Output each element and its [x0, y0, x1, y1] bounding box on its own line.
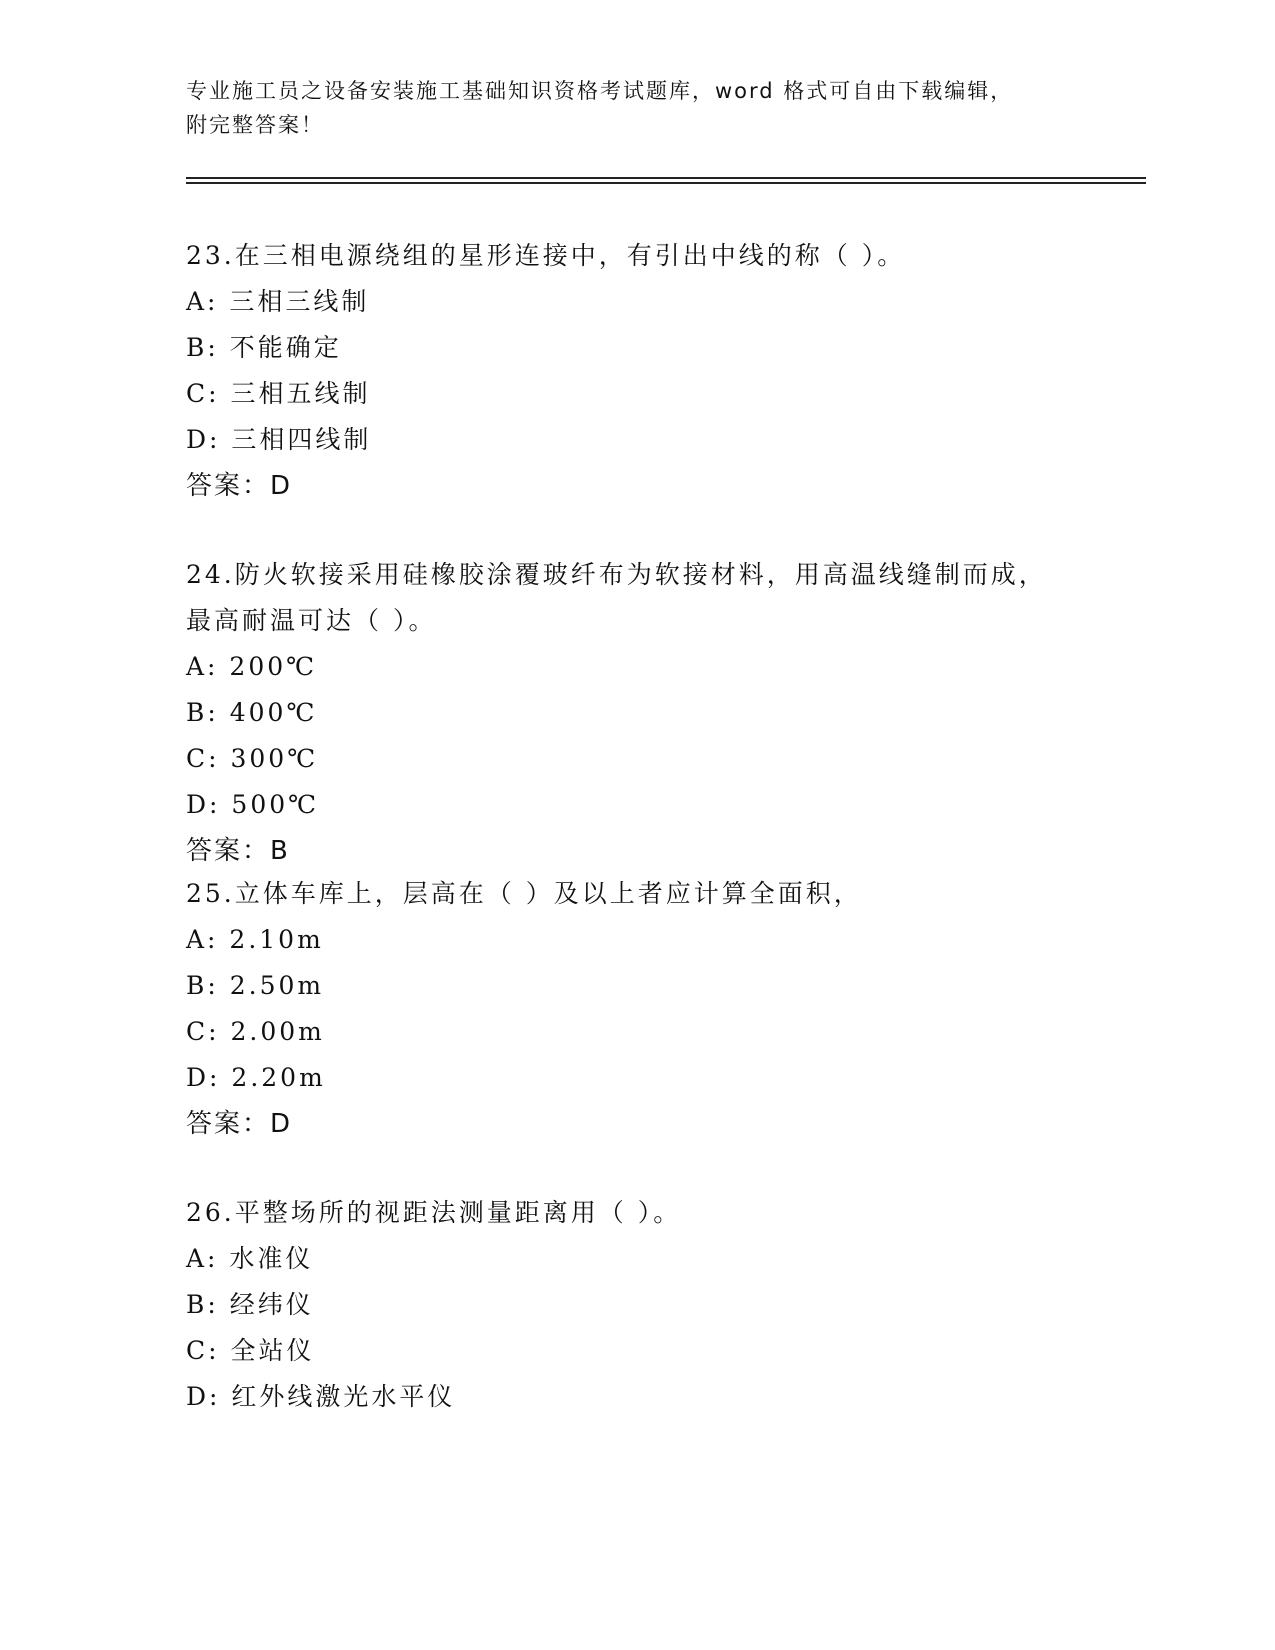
answer: 答案：D: [186, 1109, 293, 1139]
option-b: B: 不能确定: [186, 333, 342, 362]
option-d: D: 2.20m: [186, 1063, 326, 1092]
option-c: C: 2.00m: [186, 1017, 325, 1046]
header-line-1: 专业施工员之设备安装施工基础知识资格考试题库，word 格式可自由下载编辑，: [186, 79, 1014, 103]
option-a: A: 200℃: [186, 652, 318, 681]
header-divider-bottom: [186, 182, 1146, 184]
question-24: [186, 552, 1086, 874]
header-line-2: 附完整答案！: [186, 113, 324, 137]
document-header: [186, 74, 1066, 142]
question-26: [186, 1190, 1086, 1420]
option-c: C: 300℃: [186, 744, 319, 773]
option-c: C: 全站仪: [186, 1336, 315, 1365]
option-d: D: 三相四线制: [186, 425, 372, 454]
answer: 答案：D: [186, 471, 293, 501]
option-c: C: 三相五线制: [186, 379, 371, 408]
question-25: [186, 871, 1086, 1147]
header-divider-top: [186, 177, 1146, 179]
option-b: B: 400℃: [186, 698, 318, 727]
option-b: B: 经纬仪: [186, 1290, 314, 1319]
option-d: D: 红外线激光水平仪: [186, 1382, 456, 1411]
question-stem: 24.防火软接采用硅橡胶涂覆玻纤布为软接材料，用高温线缝制而成，: [186, 560, 1047, 589]
option-a: A: 水准仪: [186, 1244, 314, 1273]
question-stem: 23.在三相电源绕组的星形连接中，有引出中线的称（ ）。: [186, 241, 906, 270]
question-stem: 25.立体车库上，层高在（ ）及以上者应计算全面积，: [186, 879, 862, 908]
option-b: B: 2.50m: [186, 971, 325, 1000]
answer: 答案：B: [186, 836, 290, 866]
question-stem-continued: 最高耐温可达（ ）。: [186, 606, 437, 635]
option-d: D: 500℃: [186, 790, 320, 819]
option-a: A: 三相三线制: [186, 287, 370, 316]
question-stem: 26.平整场所的视距法测量距离用（ ）。: [186, 1198, 682, 1227]
question-23: [186, 233, 1086, 509]
option-a: A: 2.10m: [186, 925, 324, 954]
